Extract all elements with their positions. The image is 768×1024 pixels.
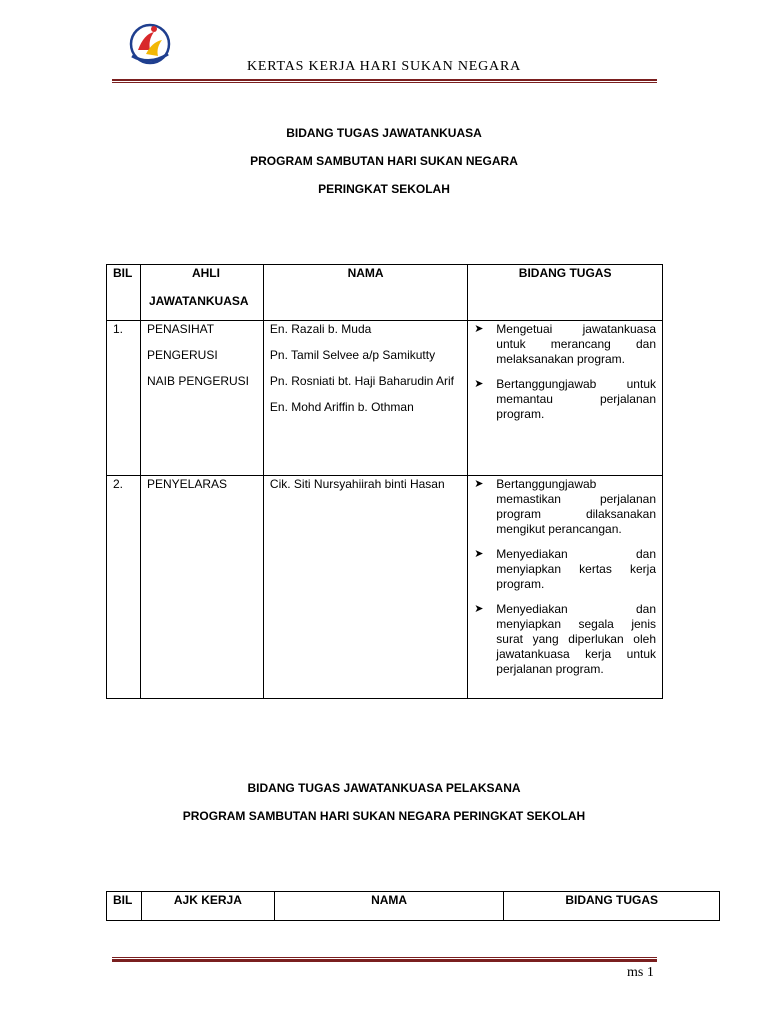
nama-item: En. Mohd Ariffin b. Othman bbox=[269, 400, 414, 414]
ahli-item: PENGERUSI bbox=[146, 348, 218, 362]
ahli-item: PENASIHAT bbox=[146, 322, 215, 336]
ahli-item: NAIB PENGERUSI bbox=[146, 374, 250, 388]
col-header-bil: BIL bbox=[107, 892, 142, 921]
header-rule-thin bbox=[112, 82, 657, 83]
section1-heading-line2: PROGRAM SAMBUTAN HARI SUKAN NEGARA bbox=[250, 154, 518, 168]
table-header-row bbox=[107, 265, 663, 321]
col-header-nama: NAMA bbox=[263, 265, 467, 321]
col-header-tugas: BIDANG TUGAS bbox=[504, 892, 720, 921]
col-header-ahli-line2: JAWATANKUASA bbox=[148, 294, 249, 308]
col-header-ahli-line1: AHLI bbox=[191, 266, 220, 280]
row-bil: 2. bbox=[107, 476, 141, 699]
arrowhead-bullet-icon: ➤ bbox=[474, 603, 484, 615]
table-header-row bbox=[107, 892, 720, 921]
tugas-item: ➤ Menyediakan dan menyiapkan segala jenis surat yang diperlukan oleh jawatankuasa kerja untuk perjalanan program. bbox=[474, 602, 656, 676]
section1-heading-line1: BIDANG TUGAS JAWATANKUASA bbox=[286, 126, 482, 140]
section2-heading-line2: PROGRAM SAMBUTAN HARI SUKAN NEGARA PERINGKAT SEKOLAH bbox=[182, 809, 586, 823]
row-tugas bbox=[468, 321, 663, 476]
table-row bbox=[107, 476, 663, 699]
nama-item: En. Razali b. Muda bbox=[269, 322, 372, 336]
row-nama bbox=[263, 321, 467, 476]
tugas-item: ➤ Bertanggungjawab untuk memantau perjalanan program. bbox=[474, 377, 656, 421]
footer-rule bbox=[112, 959, 657, 962]
col-header-tugas: BIDANG TUGAS bbox=[468, 265, 663, 321]
tugas-item: ➤ Bertanggungjawab memastikan perjalanan program dilaksanakan mengikut perancangan. bbox=[474, 477, 656, 536]
arrowhead-bullet-icon: ➤ bbox=[474, 378, 484, 390]
tugas-item: ➤ Mengetuai jawatankuasa untuk merancang dan melaksanakan program. bbox=[474, 322, 656, 366]
col-header-bil: BIL bbox=[107, 265, 141, 321]
nama-item: Cik. Siti Nursyahiirah binti Hasan bbox=[269, 477, 445, 491]
tugas-item: ➤ Menyediakan dan menyiapkan kertas kerja program. bbox=[474, 547, 656, 591]
page-number: ms 1 bbox=[627, 965, 654, 980]
arrowhead-bullet-icon: ➤ bbox=[474, 478, 484, 490]
implementation-committee-table bbox=[106, 891, 720, 921]
section2-heading-line1: BIDANG TUGAS JAWATANKUASA PELAKSANA bbox=[247, 781, 521, 795]
table-row bbox=[107, 321, 663, 476]
footer-rule-thin bbox=[112, 957, 657, 958]
row-bil: 1. bbox=[107, 321, 141, 476]
row-tugas bbox=[468, 476, 663, 699]
col-header-nama: NAMA bbox=[274, 892, 504, 921]
document-header-title: KERTAS KERJA HARI SUKAN NEGARA bbox=[246, 59, 522, 74]
arrowhead-bullet-icon: ➤ bbox=[474, 323, 484, 335]
nama-item: Pn. Rosniati bt. Haji Baharudin Arif bbox=[269, 374, 455, 388]
col-header-ajk: AJK KERJA bbox=[141, 892, 274, 921]
ahli-item: PENYELARAS bbox=[146, 477, 228, 491]
arrowhead-bullet-icon: ➤ bbox=[474, 548, 484, 560]
row-ahli bbox=[140, 476, 263, 699]
header-rule bbox=[112, 79, 657, 81]
committee-table bbox=[106, 264, 663, 699]
row-ahli bbox=[140, 321, 263, 476]
nama-item: Pn. Tamil Selvee a/p Samikutty bbox=[269, 348, 436, 362]
section1-heading-line3: PERINGKAT SEKOLAH bbox=[318, 182, 450, 196]
col-header-ahli bbox=[140, 265, 263, 321]
row-nama bbox=[263, 476, 467, 699]
